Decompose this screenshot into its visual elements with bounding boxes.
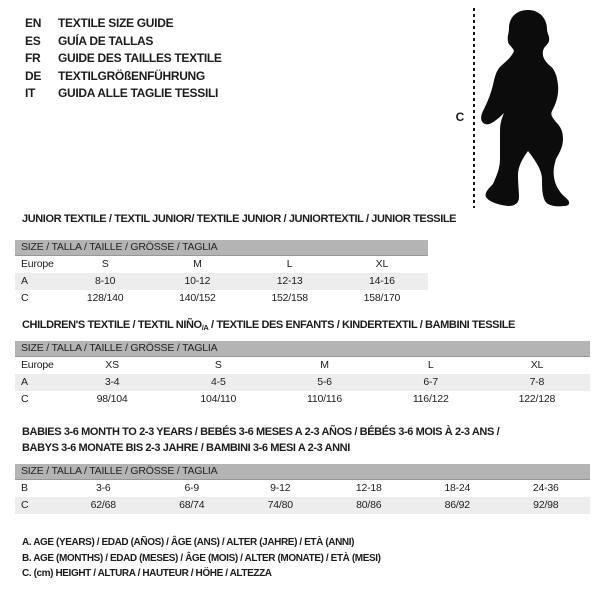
size-cell: M	[320, 359, 329, 371]
size-cell: 116/122	[412, 393, 449, 405]
size-cell: L	[427, 359, 434, 371]
table-row	[15, 497, 590, 514]
size-cell: 12-18	[355, 482, 382, 494]
children-title-text: CHILDREN'S TEXTILE / TEXTIL NIÑO	[22, 319, 202, 331]
size-cell: 158/170	[363, 292, 401, 304]
language-code: EN	[25, 16, 42, 30]
language-row	[25, 50, 222, 68]
footnote: C. (cm) HEIGHT / ALTURA / HAUTEUR / HÖHE / ALTEZZA	[22, 568, 272, 579]
size-cell: 92/98	[533, 499, 559, 511]
size-cell: 18-24	[444, 482, 471, 494]
size-cell: 10-12	[184, 275, 211, 287]
table-row	[15, 256, 428, 273]
size-cell: 12-13	[276, 275, 303, 287]
language-list	[25, 15, 222, 103]
size-cell: 3-6	[95, 482, 111, 494]
table-row	[15, 480, 590, 497]
table-header-band: SIZE / TALLA / TAILLE / GRÖSSE / TAGLIA	[15, 240, 428, 256]
children-title-text-end: / TEXTILE DES ENFANTS / KINDERTEXTIL / BAMBINI TESSILE	[208, 319, 515, 331]
table-row	[15, 357, 590, 374]
language-code: ES	[25, 33, 41, 48]
children-table-title	[22, 318, 515, 335]
size-cell: 110/116	[307, 393, 342, 405]
size-cell: 122/128	[518, 393, 556, 405]
language-label: GUIDA ALLE TAGLIE TESSILI	[58, 86, 219, 100]
row-label: Europe	[21, 258, 54, 270]
table-row	[15, 273, 428, 290]
junior-size-table	[15, 240, 428, 307]
table-header-band: SIZE / TALLA / TAILLE / GRÖSSE / TAGLIA	[15, 464, 590, 480]
language-label: TEXTILGRÖßENFÜHRUNG	[58, 68, 205, 83]
size-cell: XL	[530, 359, 544, 371]
row-label: C	[21, 393, 29, 405]
language-code: IT	[25, 86, 36, 100]
size-cell: S	[214, 359, 222, 371]
babies-size-table	[15, 464, 590, 514]
children-size-table	[15, 341, 590, 408]
language-row	[25, 33, 222, 51]
language-code: DE	[25, 68, 42, 83]
table-row	[15, 391, 590, 408]
language-row	[25, 85, 222, 103]
row-label: B	[21, 482, 28, 494]
row-label: C	[21, 292, 29, 304]
size-cell: 24-36	[532, 482, 559, 494]
row-label: A	[21, 275, 28, 287]
size-cell: L	[286, 258, 293, 270]
size-cell: 86/92	[444, 499, 470, 511]
language-label: TEXTILE SIZE GUIDE	[58, 16, 174, 30]
footnote: A. AGE (YEARS) / EDAD (AÑOS) / ÂGE (ANS) / ALTER (JAHRE) / ETÀ (ANNI)	[22, 537, 355, 548]
size-cell: 80/86	[356, 499, 382, 511]
table-row	[15, 290, 428, 307]
row-label: Europe	[21, 359, 54, 371]
table-row	[15, 374, 590, 391]
language-label: GUÍA DE TALLAS	[58, 33, 154, 48]
size-cell: 128/140	[86, 292, 124, 304]
size-cell: 4-5	[211, 376, 226, 388]
size-cell: XL	[375, 258, 389, 270]
babies-title-line-1: BABIES 3-6 MONTH TO 2-3 YEARS / BEBÉS 3-6 MESES A 2-3 AÑOS / BÉBÉS 3-6 MOIS À 2-3 ANS /	[22, 426, 500, 438]
children-title-subscript: /A	[201, 323, 209, 332]
height-dashed-line	[473, 8, 475, 208]
size-cell: XS	[105, 359, 119, 371]
size-cell: 6-9	[184, 482, 200, 494]
footnotes	[22, 535, 381, 582]
size-cell: 152/158	[271, 292, 308, 304]
babies-table-title	[22, 424, 499, 456]
language-row	[25, 15, 222, 33]
size-cell: 104/110	[200, 393, 237, 405]
size-cell: 74/80	[267, 499, 293, 511]
junior-table-title: JUNIOR TEXTILE / TEXTIL JUNIOR/ TEXTILE JUNIOR / JUNIORTEXTIL / JUNIOR TESSILE	[22, 213, 457, 225]
babies-title-line-2: BABYS 3-6 MONATE BIS 2-3 JAHRE / BAMBINI 3-6 MESI A 2-3 ANNI	[22, 442, 350, 454]
toddler-silhouette-icon	[478, 8, 574, 208]
row-label: C	[21, 499, 29, 511]
size-cell: 14-16	[368, 275, 395, 287]
footnote: B. AGE (MONTHS) / EDAD (MESES) / ÂGE (MOIS) / ALTER (MONATE) / ETÀ (MESI)	[22, 552, 381, 564]
size-cell: 68/74	[179, 499, 205, 511]
height-measure-label: C	[455, 110, 465, 124]
language-code: FR	[25, 51, 41, 65]
size-cell: 62/68	[90, 499, 116, 511]
size-cell: M	[193, 258, 202, 270]
size-cell: S	[101, 258, 109, 270]
size-cell: 3-4	[104, 376, 120, 388]
size-cell: 6-7	[423, 376, 438, 388]
size-cell: 98/104	[96, 393, 128, 405]
size-cell: 140/152	[179, 292, 216, 304]
language-label: GUIDE DES TAILLES TEXTILE	[58, 51, 222, 65]
size-cell: 5-6	[317, 376, 332, 388]
size-cell: 8-10	[95, 275, 116, 287]
table-header-band: SIZE / TALLA / TAILLE / GRÖSSE / TAGLIA	[15, 341, 590, 357]
row-label: A	[21, 376, 28, 388]
language-row	[25, 68, 222, 86]
size-cell: 7-8	[529, 376, 545, 388]
size-cell: 9-12	[270, 482, 291, 494]
